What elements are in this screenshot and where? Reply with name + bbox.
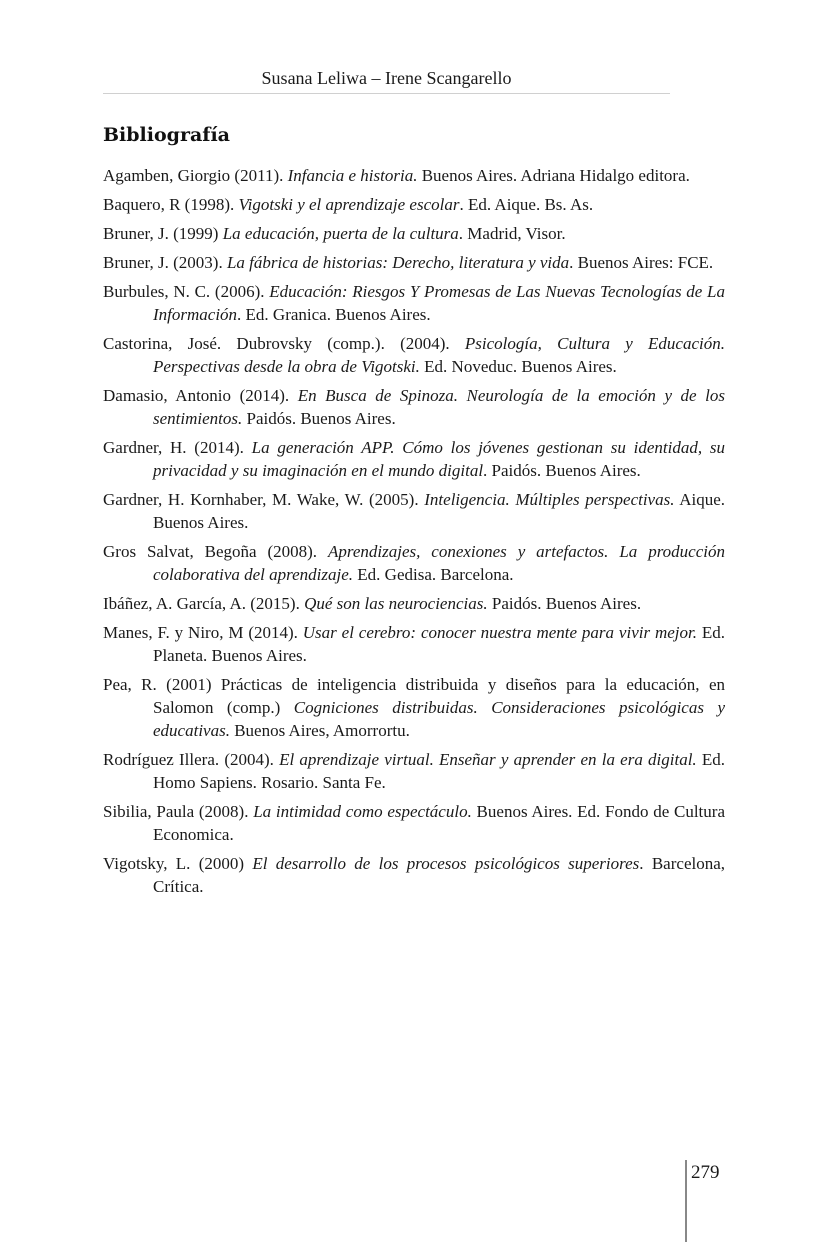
bibliography-entry — [103, 436, 725, 482]
bibliography-entry — [103, 280, 725, 326]
entry-publisher: Ed. Homo Sapiens. Rosario. Santa Fe. — [153, 750, 726, 792]
entry-title: Inteligencia. Múltiples perspectivas. — [424, 490, 675, 509]
bibliography-entry — [103, 193, 725, 216]
running-header: Susana Leliwa – Irene Scangarello — [103, 68, 670, 94]
entry-title: Qué son las neurociencias. — [304, 594, 488, 613]
entry-publisher: Ed. Gedisa. Barcelona. — [353, 565, 514, 584]
entry-author: Gardner, H. (2014). — [103, 438, 252, 457]
bibliography-entry — [103, 251, 725, 274]
page-number-rule — [685, 1160, 687, 1242]
entry-publisher: Paidós. Buenos Aires. — [487, 594, 642, 613]
entry-title: La generación APP. Cómo los jóvenes gestionan su identidad, su privacidad y su imaginación en el mundo digital — [153, 438, 725, 480]
entry-author: Sibilia, Paula (2008). — [103, 802, 254, 821]
entry-publisher: Paidós. Buenos Aires. — [242, 409, 396, 428]
entry-author: Rodríguez Illera. (2004). — [103, 750, 280, 769]
bibliography-list — [103, 164, 725, 904]
bibliography-entry — [103, 621, 725, 667]
entry-publisher: . Ed. Granica. Buenos Aires. — [237, 305, 431, 324]
entry-author: Burbules, N. C. (2006). — [103, 282, 270, 301]
section-title: Bibliografía — [103, 124, 230, 146]
bibliography-entry — [103, 800, 725, 846]
entry-title: Cogniciones distribuidas. Consideraciones psicológicas y educativas. — [153, 698, 725, 740]
bibliography-entry — [103, 222, 725, 245]
entry-title: Infancia e historia. — [287, 166, 418, 185]
entry-publisher: Ed. Planeta. Buenos Aires. — [153, 623, 725, 665]
entry-publisher: . Madrid, Visor. — [458, 224, 566, 243]
bibliography-entry — [103, 592, 725, 615]
entry-publisher: . Ed. Aique. Bs. As. — [459, 195, 594, 214]
entry-title: Vigotski y el aprendizaje escolar — [238, 195, 460, 214]
entry-title: La intimidad como espectáculo. — [253, 802, 472, 821]
bibliography-entry — [103, 673, 725, 742]
entry-publisher: Aique. Buenos Aires. — [153, 490, 725, 532]
entry-title: La educación, puerta de la cultura — [222, 224, 459, 243]
entry-title: La fábrica de historias: Derecho, literatura y vida — [226, 253, 570, 272]
entry-author: Baquero, R (1998). — [103, 195, 239, 214]
entry-publisher: . Buenos Aires: FCE. — [569, 253, 714, 272]
entry-author: Gros Salvat, Begoña (2008). — [103, 542, 328, 561]
entry-publisher: Buenos Aires. Adriana Hidalgo editora. — [417, 166, 690, 185]
entry-author: Gardner, H. Kornhaber, M. Wake, W. (2005). — [103, 490, 425, 509]
entry-title: Usar el cerebro: conocer nuestra mente para vivir mejor. — [302, 623, 697, 642]
entry-title: Psicología, Cultura y Educación. Perspectivas desde la obra de Vigotski. — [153, 334, 725, 376]
entry-title: El desarrollo de los procesos psicológicos superiores — [252, 854, 640, 873]
bibliography-entry — [103, 332, 725, 378]
bibliography-entry — [103, 748, 725, 794]
entry-title: En Busca de Spinoza. Neurología de la emoción y de los sentimientos. — [153, 386, 725, 428]
entry-author: Pea, R. (2001) Prácticas de inteligencia distribuida y diseños para la educación, en Salomon (comp.) — [103, 675, 725, 717]
entry-title: El aprendizaje virtual. Enseñar y aprender en la era digital. — [279, 750, 697, 769]
entry-publisher: Ed. Noveduc. Buenos Aires. — [419, 357, 617, 376]
entry-publisher: . Barcelona, Crítica. — [153, 854, 726, 896]
entry-title: Educación: Riesgos Y Promesas de Las Nuevas Tecnologías de La Información — [153, 282, 725, 324]
entry-author: Bruner, J. (1999) — [103, 224, 223, 243]
entry-publisher: . Paidós. Buenos Aires. — [483, 461, 641, 480]
bibliography-entry — [103, 488, 725, 534]
entry-author: Ibáñez, A. García, A. (2015). — [103, 594, 305, 613]
bibliography-entry — [103, 540, 725, 586]
entry-author: Agamben, Giorgio (2011). — [103, 166, 288, 185]
entry-title: Aprendizajes, conexiones y artefactos. La producción colaborativa del aprendizaje. — [153, 542, 725, 584]
bibliography-entry — [103, 164, 725, 187]
entry-author: Bruner, J. (2003). — [103, 253, 227, 272]
entry-publisher: Buenos Aires. Ed. Fondo de Cultura Economica. — [153, 802, 725, 844]
entry-author: Castorina, José. Dubrovsky (comp.). (2004). — [103, 334, 465, 353]
entry-author: Damasio, Antonio (2014). — [103, 386, 298, 405]
bibliography-entry — [103, 852, 725, 898]
entry-publisher: Buenos Aires, Amorrortu. — [229, 721, 410, 740]
bibliography-entry — [103, 384, 725, 430]
entry-author: Manes, F. y Niro, M (2014). — [103, 623, 303, 642]
page-number: 279 — [691, 1162, 720, 1183]
entry-author: Vigotsky, L. (2000) — [103, 854, 253, 873]
